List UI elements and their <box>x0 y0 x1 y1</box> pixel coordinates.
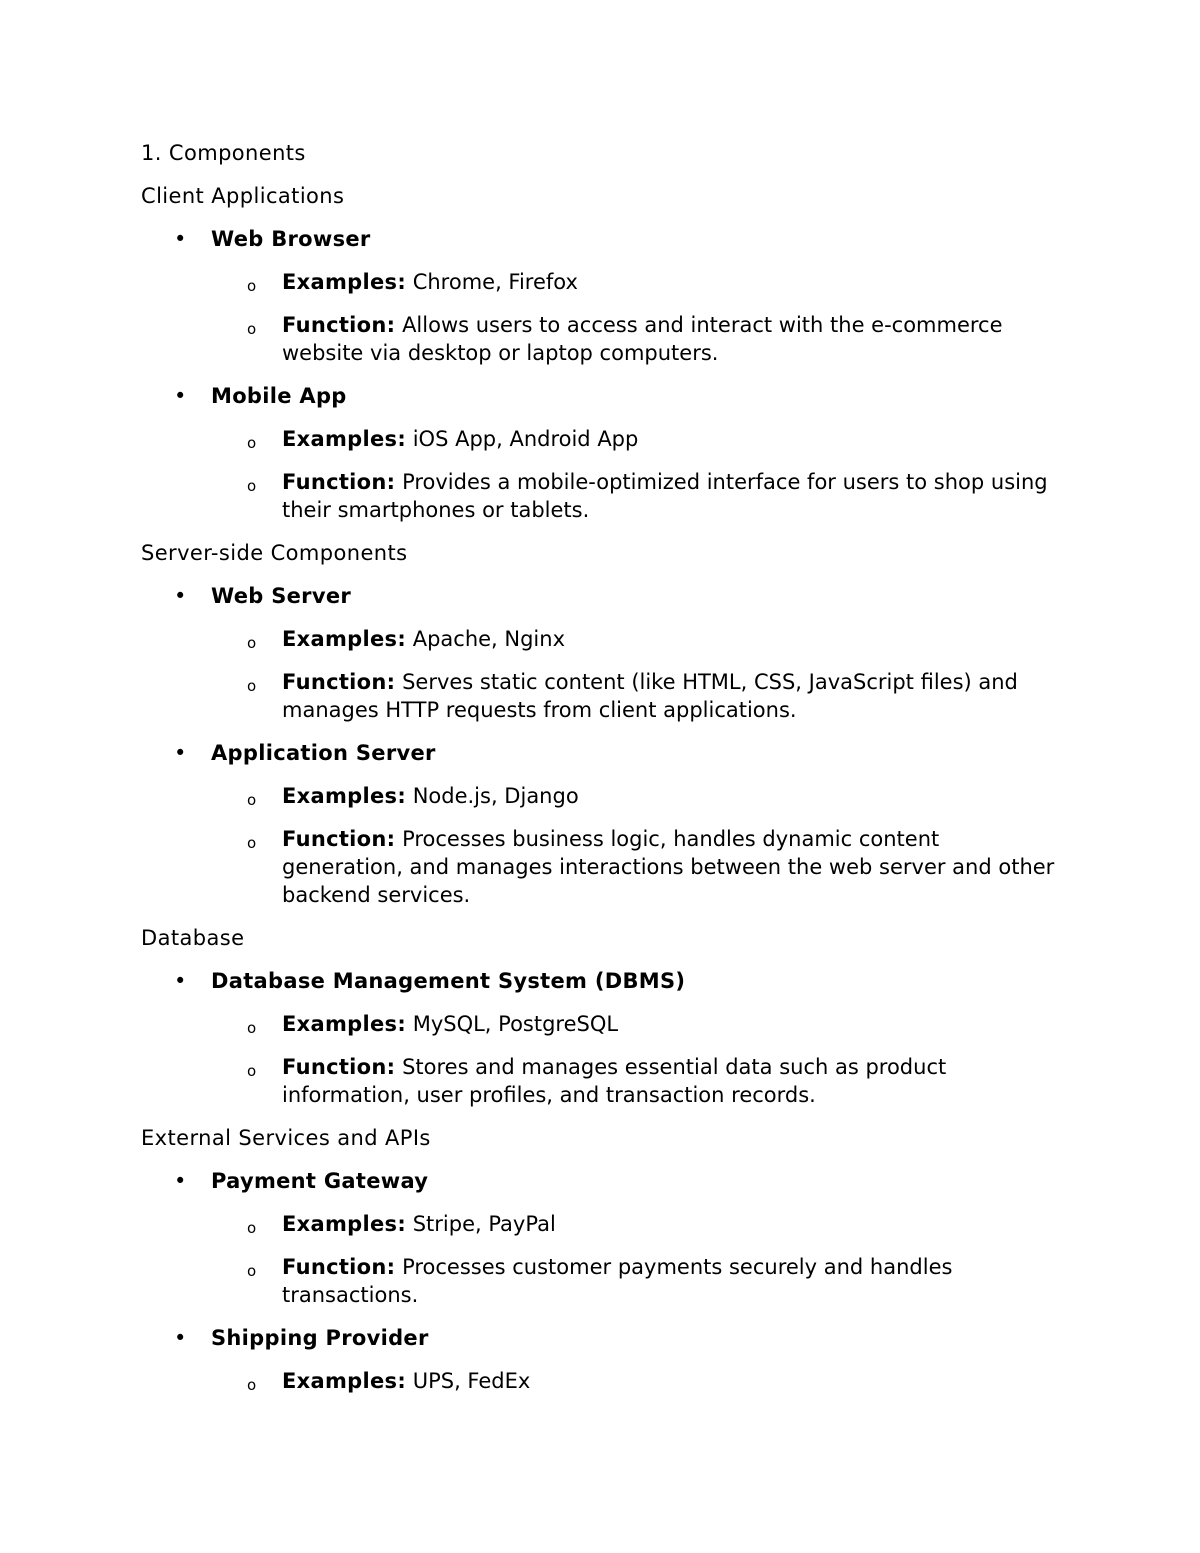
function-line <box>211 668 1061 724</box>
examples-line-text: UPS, FedEx <box>412 1369 531 1393</box>
list-item <box>141 1324 1061 1395</box>
function-line-text: Provides a mobile-optimized interface for users to shop using their smartphones or tablets. <box>282 470 1048 522</box>
item-title: Shipping Provider <box>211 1326 429 1350</box>
page-heading: 1. Components <box>141 141 306 165</box>
sub-bullet-icon: o <box>247 1019 257 1037</box>
function-line-label: Function: <box>282 313 396 337</box>
section-title: Client Applications <box>141 184 345 208</box>
sub-bullet-icon: o <box>247 677 257 695</box>
bullet-icon: • <box>174 969 187 993</box>
bullet-icon: • <box>174 741 187 765</box>
examples-line-text: MySQL, PostgreSQL <box>412 1012 619 1036</box>
function-line-label: Function: <box>282 1055 396 1079</box>
function-line-label: Function: <box>282 1255 396 1279</box>
section-title: Database <box>141 926 245 950</box>
function-line <box>211 1053 1061 1109</box>
function-line-text: Processes customer payments securely and handles transactions. <box>282 1255 953 1307</box>
sub-bullet-icon: o <box>247 477 257 495</box>
examples-line-label: Examples: <box>282 1212 407 1236</box>
item-title: Payment Gateway <box>211 1169 429 1193</box>
list-item <box>141 582 1061 724</box>
list-item <box>141 1167 1061 1309</box>
examples-line <box>211 1367 1061 1395</box>
item-title: Mobile App <box>211 384 347 408</box>
examples-line <box>211 268 1061 296</box>
sub-bullet-icon: o <box>247 1219 257 1237</box>
examples-line-text: Apache, Nginx <box>412 627 566 651</box>
sub-bullet-icon: o <box>247 434 257 452</box>
function-line-text: Processes business logic, handles dynamic content generation, and manages interactions between the web server and other backend services. <box>282 827 1055 907</box>
examples-line-text: iOS App, Android App <box>412 427 639 451</box>
sub-bullet-icon: o <box>247 1062 257 1080</box>
sub-bullet-icon: o <box>247 1262 257 1280</box>
item-title: Web Server <box>211 584 352 608</box>
sub-bullet-icon: o <box>247 320 257 338</box>
examples-line-text: Stripe, PayPal <box>412 1212 556 1236</box>
function-line <box>211 1253 1061 1309</box>
sub-bullet-icon: o <box>247 1376 257 1394</box>
examples-line <box>211 1210 1061 1238</box>
examples-line-label: Examples: <box>282 784 407 808</box>
function-line-label: Function: <box>282 470 396 494</box>
function-line <box>211 311 1061 367</box>
examples-line-text: Node.js, Django <box>412 784 579 808</box>
examples-line-label: Examples: <box>282 1369 407 1393</box>
function-line <box>211 468 1061 524</box>
function-line-text: Allows users to access and interact with the e-commerce website via desktop or laptop computers. <box>282 313 1003 365</box>
sub-bullet-icon: o <box>247 277 257 295</box>
examples-line-label: Examples: <box>282 1012 407 1036</box>
function-line <box>211 825 1061 909</box>
item-title: Web Browser <box>211 227 371 251</box>
sub-bullet-icon: o <box>247 834 257 852</box>
bullet-icon: • <box>174 227 187 251</box>
function-line-text: Stores and manages essential data such as product information, user profiles, and transaction records. <box>282 1055 947 1107</box>
examples-line-label: Examples: <box>282 427 407 451</box>
examples-line <box>211 625 1061 653</box>
examples-line <box>211 1010 1061 1038</box>
document-page <box>141 139 1061 1410</box>
examples-line-label: Examples: <box>282 627 407 651</box>
bullet-icon: • <box>174 584 187 608</box>
function-line-label: Function: <box>282 670 396 694</box>
function-line-text: Serves static content (like HTML, CSS, JavaScript files) and manages HTTP requests from client applications. <box>282 670 1018 722</box>
section-title: Server-side Components <box>141 541 408 565</box>
examples-line-text: Chrome, Firefox <box>412 270 578 294</box>
list-item <box>141 739 1061 909</box>
examples-line-label: Examples: <box>282 270 407 294</box>
bullet-icon: • <box>174 384 187 408</box>
section-title: External Services and APIs <box>141 1126 431 1150</box>
function-line-label: Function: <box>282 827 396 851</box>
sub-bullet-icon: o <box>247 634 257 652</box>
sub-bullet-icon: o <box>247 791 257 809</box>
item-title: Application Server <box>211 741 436 765</box>
item-title: Database Management System (DBMS) <box>211 969 686 993</box>
list-item <box>141 382 1061 524</box>
list-item <box>141 967 1061 1109</box>
bullet-icon: • <box>174 1169 187 1193</box>
examples-line <box>211 425 1061 453</box>
sections-container <box>141 182 1061 1395</box>
list-item <box>141 225 1061 367</box>
bullet-icon: • <box>174 1326 187 1350</box>
examples-line <box>211 782 1061 810</box>
